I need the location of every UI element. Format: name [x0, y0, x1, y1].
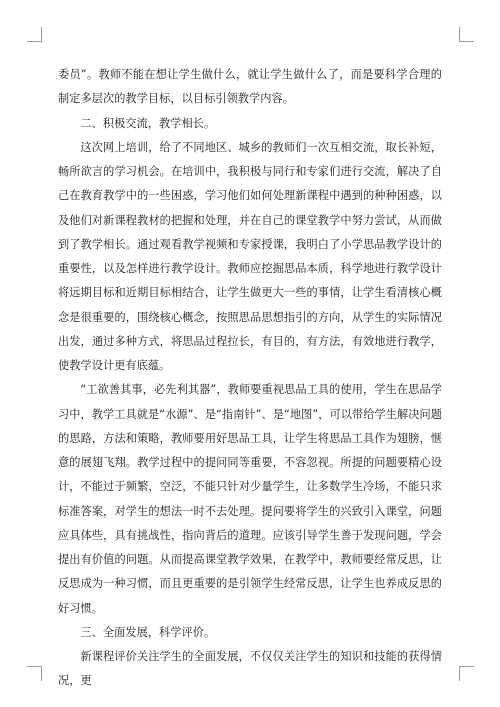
crop-mark-top-right — [459, 27, 474, 42]
crop-mark-top-left — [27, 27, 42, 42]
paragraph-continuation: 委员”。教师不能在想让学生做什么，就让学生做什么了，而是要科学合理的制定多层次的教学目标，以目标引领教学内容。 — [58, 68, 442, 106]
paragraph-evaluation: 新课程评价关注学生的全面发展，不仅仅关注学生的知识和技能的获得情况，更 — [58, 650, 442, 688]
paragraph-tools-and-questions: “工欲善其事，必先利其器”，教师要重视思品工具的使用，学生在思品学习中，教学工具就是“水源”、是“指南针”、是“地图”，可以带给学生解决问题的思路，方法和策略，教师要用好思品工具，让学生将思品工具作为翅膀，惬意的展翅飞翔。教学过程中的提问同等重要，不容忽视。所提的问题要精心设计，不能过于频繁，空泛，不能只针对少量学生，让多数学生冷场，不能只求标准答案，对学生的想法一时不去处理。提问要将学生的兴致引入课堂，问题应具体些，具有挑战性，指向背后的道理。应该引导学生善于发现问题，学会提出有价值的问题。从而提高课堂教学效果，在教学中，教师要经常反思，让反思成为一种习惯，而且更重要的是引领学生经常反思，让学生也养成反思的好习惯。 — [58, 383, 442, 615]
section-heading-3: 三、全面发展，科学评价。 — [80, 625, 216, 639]
section-heading-2: 二、积极交流，教学相长。 — [80, 116, 216, 130]
crop-mark-bottom-right — [459, 666, 474, 681]
document-page-body — [58, 63, 442, 694]
paragraph-online-training: 这次网上培训，给了不同地区、城乡的教师们一次互相交流，取长补短，畅所欲言的学习机会。在培训中，我积极与同行和专家们进行交流，解决了自己在教育教学中的一些困惑，学习他们如何处理新课程中遇到的种种困惑，以及他们对新课程教材的把握和处理，并在自己的课堂教学中努力尝试，从而做到了教学相长。通过观看教学视频和专家授课，我明白了小学思品教学设计的重要性，以及怎样进行教学设计。教师应挖掘思品本质，科学地进行教学设计将远期目标和近期目标相结合，让学生做更大一些的事情，让学生看清核心概念是很重要的，围绕核心概念，按照思品思想指引的方向，从学生的实际情况出发，通过多种方式，将思品过程拉长，有目的，有方法，有效地进行教学，使教学设计更有底蕴。 — [58, 140, 442, 372]
crop-mark-bottom-left — [27, 666, 42, 681]
